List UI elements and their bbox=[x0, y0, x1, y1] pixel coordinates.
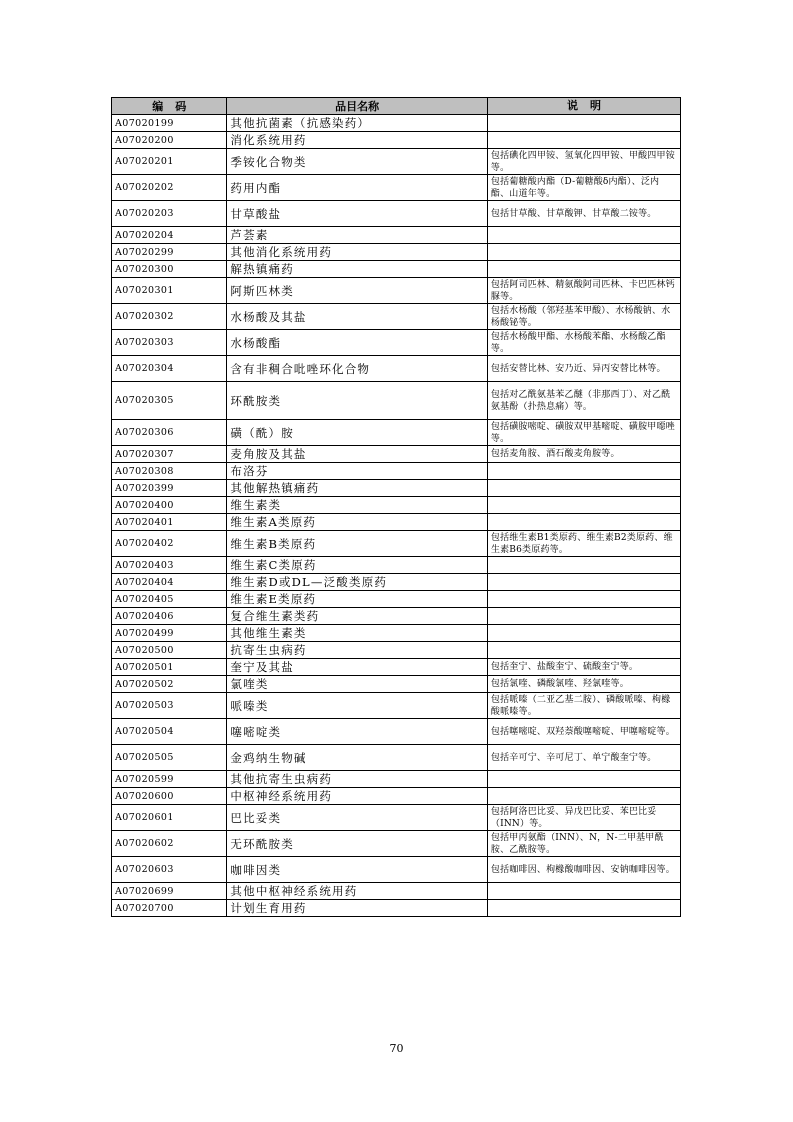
row-code: A07020204 bbox=[112, 227, 227, 244]
row-desc bbox=[487, 227, 680, 244]
table-row bbox=[112, 382, 681, 420]
table-row bbox=[112, 805, 681, 831]
row-code: A07020307 bbox=[112, 446, 227, 463]
row-desc bbox=[487, 608, 680, 625]
row-code: A07020501 bbox=[112, 659, 227, 676]
row-code: A07020306 bbox=[112, 420, 227, 446]
row-name: 阿斯匹林类 bbox=[227, 278, 487, 304]
row-desc bbox=[487, 625, 680, 642]
row-name: 其他抗菌素（抗感染药） bbox=[227, 115, 487, 132]
row-desc bbox=[487, 244, 680, 261]
row-desc bbox=[487, 788, 680, 805]
row-code: A07020201 bbox=[112, 149, 227, 175]
row-name: 环酰胺类 bbox=[227, 382, 487, 420]
row-desc bbox=[487, 591, 680, 608]
row-desc: 包括水杨酸甲酯、水杨酸苯酯、水杨酸乙酯等。 bbox=[487, 330, 680, 356]
row-name: 布洛芬 bbox=[227, 463, 487, 480]
row-desc: 包括对乙酰氨基苯乙醚（非那西丁）、对乙酰氨基酚（扑热息痛）等。 bbox=[487, 382, 680, 420]
row-desc: 包括水杨酸（邻羟基苯甲酸）、水杨酸钠、水杨酸铋等。 bbox=[487, 304, 680, 330]
row-name: 含有非稠合吡唑环化合物 bbox=[227, 356, 487, 382]
row-name: 维生素类 bbox=[227, 497, 487, 514]
row-desc: 包括咖啡因、枸橼酸咖啡因、安钠咖啡因等。 bbox=[487, 857, 680, 883]
row-code: A07020202 bbox=[112, 175, 227, 201]
row-code: A07020601 bbox=[112, 805, 227, 831]
table-row bbox=[112, 330, 681, 356]
table-row bbox=[112, 420, 681, 446]
table-row bbox=[112, 719, 681, 745]
table-row bbox=[112, 227, 681, 244]
table-row bbox=[112, 278, 681, 304]
row-name: 其他维生素类 bbox=[227, 625, 487, 642]
row-desc bbox=[487, 557, 680, 574]
table-row bbox=[112, 788, 681, 805]
row-code: A07020302 bbox=[112, 304, 227, 330]
row-name: 复合维生素类药 bbox=[227, 608, 487, 625]
row-name: 甘草酸盐 bbox=[227, 201, 487, 227]
row-desc: 包括安替比林、安乃近、异丙安替比林等。 bbox=[487, 356, 680, 382]
row-name: 芦荟素 bbox=[227, 227, 487, 244]
row-code: A07020305 bbox=[112, 382, 227, 420]
row-name: 金鸡纳生物碱 bbox=[227, 745, 487, 771]
row-code: A07020402 bbox=[112, 531, 227, 557]
row-code: A07020600 bbox=[112, 788, 227, 805]
table-row bbox=[112, 132, 681, 149]
row-name: 其他中枢神经系统用药 bbox=[227, 883, 487, 900]
table-row bbox=[112, 883, 681, 900]
table-header-row bbox=[112, 98, 681, 115]
row-name: 计划生育用药 bbox=[227, 900, 487, 917]
row-desc: 包括氯喹、磷酸氯喹、羟氯喹等。 bbox=[487, 676, 680, 693]
table-row bbox=[112, 574, 681, 591]
row-desc bbox=[487, 883, 680, 900]
row-code: A07020405 bbox=[112, 591, 227, 608]
row-name: 维生素E类原药 bbox=[227, 591, 487, 608]
table-row bbox=[112, 625, 681, 642]
row-code: A07020700 bbox=[112, 900, 227, 917]
row-desc bbox=[487, 642, 680, 659]
row-name: 哌嗪类 bbox=[227, 693, 487, 719]
row-code: A07020499 bbox=[112, 625, 227, 642]
row-code: A07020502 bbox=[112, 676, 227, 693]
row-desc bbox=[487, 514, 680, 531]
row-name: 其他解热镇痛药 bbox=[227, 480, 487, 497]
table-row bbox=[112, 115, 681, 132]
row-desc bbox=[487, 132, 680, 149]
row-name: 磺（酰）胺 bbox=[227, 420, 487, 446]
table-row bbox=[112, 304, 681, 330]
table-row bbox=[112, 771, 681, 788]
row-desc: 包括辛可宁、辛可尼丁、单宁酸奎宁等。 bbox=[487, 745, 680, 771]
row-code: A07020406 bbox=[112, 608, 227, 625]
header-desc: 说明 bbox=[487, 98, 680, 115]
row-name: 其他抗寄生虫病药 bbox=[227, 771, 487, 788]
row-desc bbox=[487, 115, 680, 132]
row-desc bbox=[487, 463, 680, 480]
table-row bbox=[112, 201, 681, 227]
catalog-table bbox=[111, 97, 681, 917]
table-row bbox=[112, 149, 681, 175]
table-row bbox=[112, 857, 681, 883]
row-name: 维生素C类原药 bbox=[227, 557, 487, 574]
row-desc: 包括噻嘧啶、双羟萘酸噻嘧啶、甲噻嘧啶等。 bbox=[487, 719, 680, 745]
header-name: 品目名称 bbox=[227, 98, 487, 115]
table-row bbox=[112, 514, 681, 531]
table-row bbox=[112, 497, 681, 514]
table-row bbox=[112, 693, 681, 719]
row-code: A07020599 bbox=[112, 771, 227, 788]
row-name: 麦角胺及其盐 bbox=[227, 446, 487, 463]
row-name: 消化系统用药 bbox=[227, 132, 487, 149]
row-code: A07020505 bbox=[112, 745, 227, 771]
row-code: A07020300 bbox=[112, 261, 227, 278]
row-code: A07020299 bbox=[112, 244, 227, 261]
row-name: 维生素B类原药 bbox=[227, 531, 487, 557]
table-row bbox=[112, 446, 681, 463]
row-desc: 包括甘草酸、甘草酸钾、甘草酸二铵等。 bbox=[487, 201, 680, 227]
table-row bbox=[112, 676, 681, 693]
table-row bbox=[112, 244, 681, 261]
row-desc: 包括奎宁、盐酸奎宁、硫酸奎宁等。 bbox=[487, 659, 680, 676]
row-name: 水杨酸及其盐 bbox=[227, 304, 487, 330]
row-code: A07020200 bbox=[112, 132, 227, 149]
table-row bbox=[112, 463, 681, 480]
table-row bbox=[112, 356, 681, 382]
row-code: A07020203 bbox=[112, 201, 227, 227]
row-name: 抗寄生虫病药 bbox=[227, 642, 487, 659]
row-code: A07020403 bbox=[112, 557, 227, 574]
row-name: 维生素D或DL—泛酸类原药 bbox=[227, 574, 487, 591]
row-code: A07020301 bbox=[112, 278, 227, 304]
row-name: 中枢神经系统用药 bbox=[227, 788, 487, 805]
table-row bbox=[112, 480, 681, 497]
row-desc bbox=[487, 900, 680, 917]
row-code: A07020699 bbox=[112, 883, 227, 900]
table-row bbox=[112, 745, 681, 771]
row-name: 药用内酯 bbox=[227, 175, 487, 201]
row-code: A07020304 bbox=[112, 356, 227, 382]
row-name: 咖啡因类 bbox=[227, 857, 487, 883]
table-row bbox=[112, 531, 681, 557]
row-code: A07020308 bbox=[112, 463, 227, 480]
table-row bbox=[112, 659, 681, 676]
row-desc: 包括阿洛巴比妥、异戊巴比妥、苯巴比妥（INN）等。 bbox=[487, 805, 680, 831]
row-desc: 包括葡糖酸内酯（D-葡糖酸δ内酯）、泛内酯、山道年等。 bbox=[487, 175, 680, 201]
row-code: A07020500 bbox=[112, 642, 227, 659]
row-code: A07020602 bbox=[112, 831, 227, 857]
row-name: 维生素A类原药 bbox=[227, 514, 487, 531]
row-name: 水杨酸酯 bbox=[227, 330, 487, 356]
table-body bbox=[112, 115, 681, 917]
row-code: A07020400 bbox=[112, 497, 227, 514]
row-name: 巴比妥类 bbox=[227, 805, 487, 831]
table-row bbox=[112, 557, 681, 574]
table-row bbox=[112, 900, 681, 917]
row-name: 季铵化合物类 bbox=[227, 149, 487, 175]
table-row bbox=[112, 831, 681, 857]
row-code: A07020504 bbox=[112, 719, 227, 745]
row-name: 噻嘧啶类 bbox=[227, 719, 487, 745]
row-desc bbox=[487, 771, 680, 788]
row-desc: 包括碘化四甲铵、氢氧化四甲铵、甲酸四甲铵等。 bbox=[487, 149, 680, 175]
row-desc: 包括甲丙氨酯（INN）、N，N-二甲基甲酰胺、乙酰胺等。 bbox=[487, 831, 680, 857]
row-desc bbox=[487, 497, 680, 514]
header-code: 编码 bbox=[112, 98, 227, 115]
page-number: 70 bbox=[389, 1042, 404, 1055]
row-name: 无环酰胺类 bbox=[227, 831, 487, 857]
row-code: A07020603 bbox=[112, 857, 227, 883]
row-desc: 包括阿司匹林、精氨酸阿司匹林、卡巴匹林钙脲等。 bbox=[487, 278, 680, 304]
row-code: A07020399 bbox=[112, 480, 227, 497]
row-desc: 包括麦角胺、酒石酸麦角胺等。 bbox=[487, 446, 680, 463]
row-name: 解热镇痛药 bbox=[227, 261, 487, 278]
row-desc: 包括维生素B1类原药、维生素B2类原药、维生素B6类原药等。 bbox=[487, 531, 680, 557]
row-desc bbox=[487, 261, 680, 278]
row-desc: 包括哌嗪（二亚乙基二胺）、磷酸哌嗪、枸橼酸哌嗪等。 bbox=[487, 693, 680, 719]
row-desc bbox=[487, 480, 680, 497]
row-code: A07020404 bbox=[112, 574, 227, 591]
row-name: 氯喹类 bbox=[227, 676, 487, 693]
row-desc bbox=[487, 574, 680, 591]
row-desc: 包括磺胺嘧啶、磺胺双甲基嘧啶、磺胺甲噁唑等。 bbox=[487, 420, 680, 446]
row-name: 其他消化系统用药 bbox=[227, 244, 487, 261]
row-code: A07020503 bbox=[112, 693, 227, 719]
table-row bbox=[112, 175, 681, 201]
table-row bbox=[112, 261, 681, 278]
table-row bbox=[112, 608, 681, 625]
row-name: 奎宁及其盐 bbox=[227, 659, 487, 676]
table-row bbox=[112, 591, 681, 608]
row-code: A07020401 bbox=[112, 514, 227, 531]
row-code: A07020303 bbox=[112, 330, 227, 356]
row-code: A07020199 bbox=[112, 115, 227, 132]
table-row bbox=[112, 642, 681, 659]
